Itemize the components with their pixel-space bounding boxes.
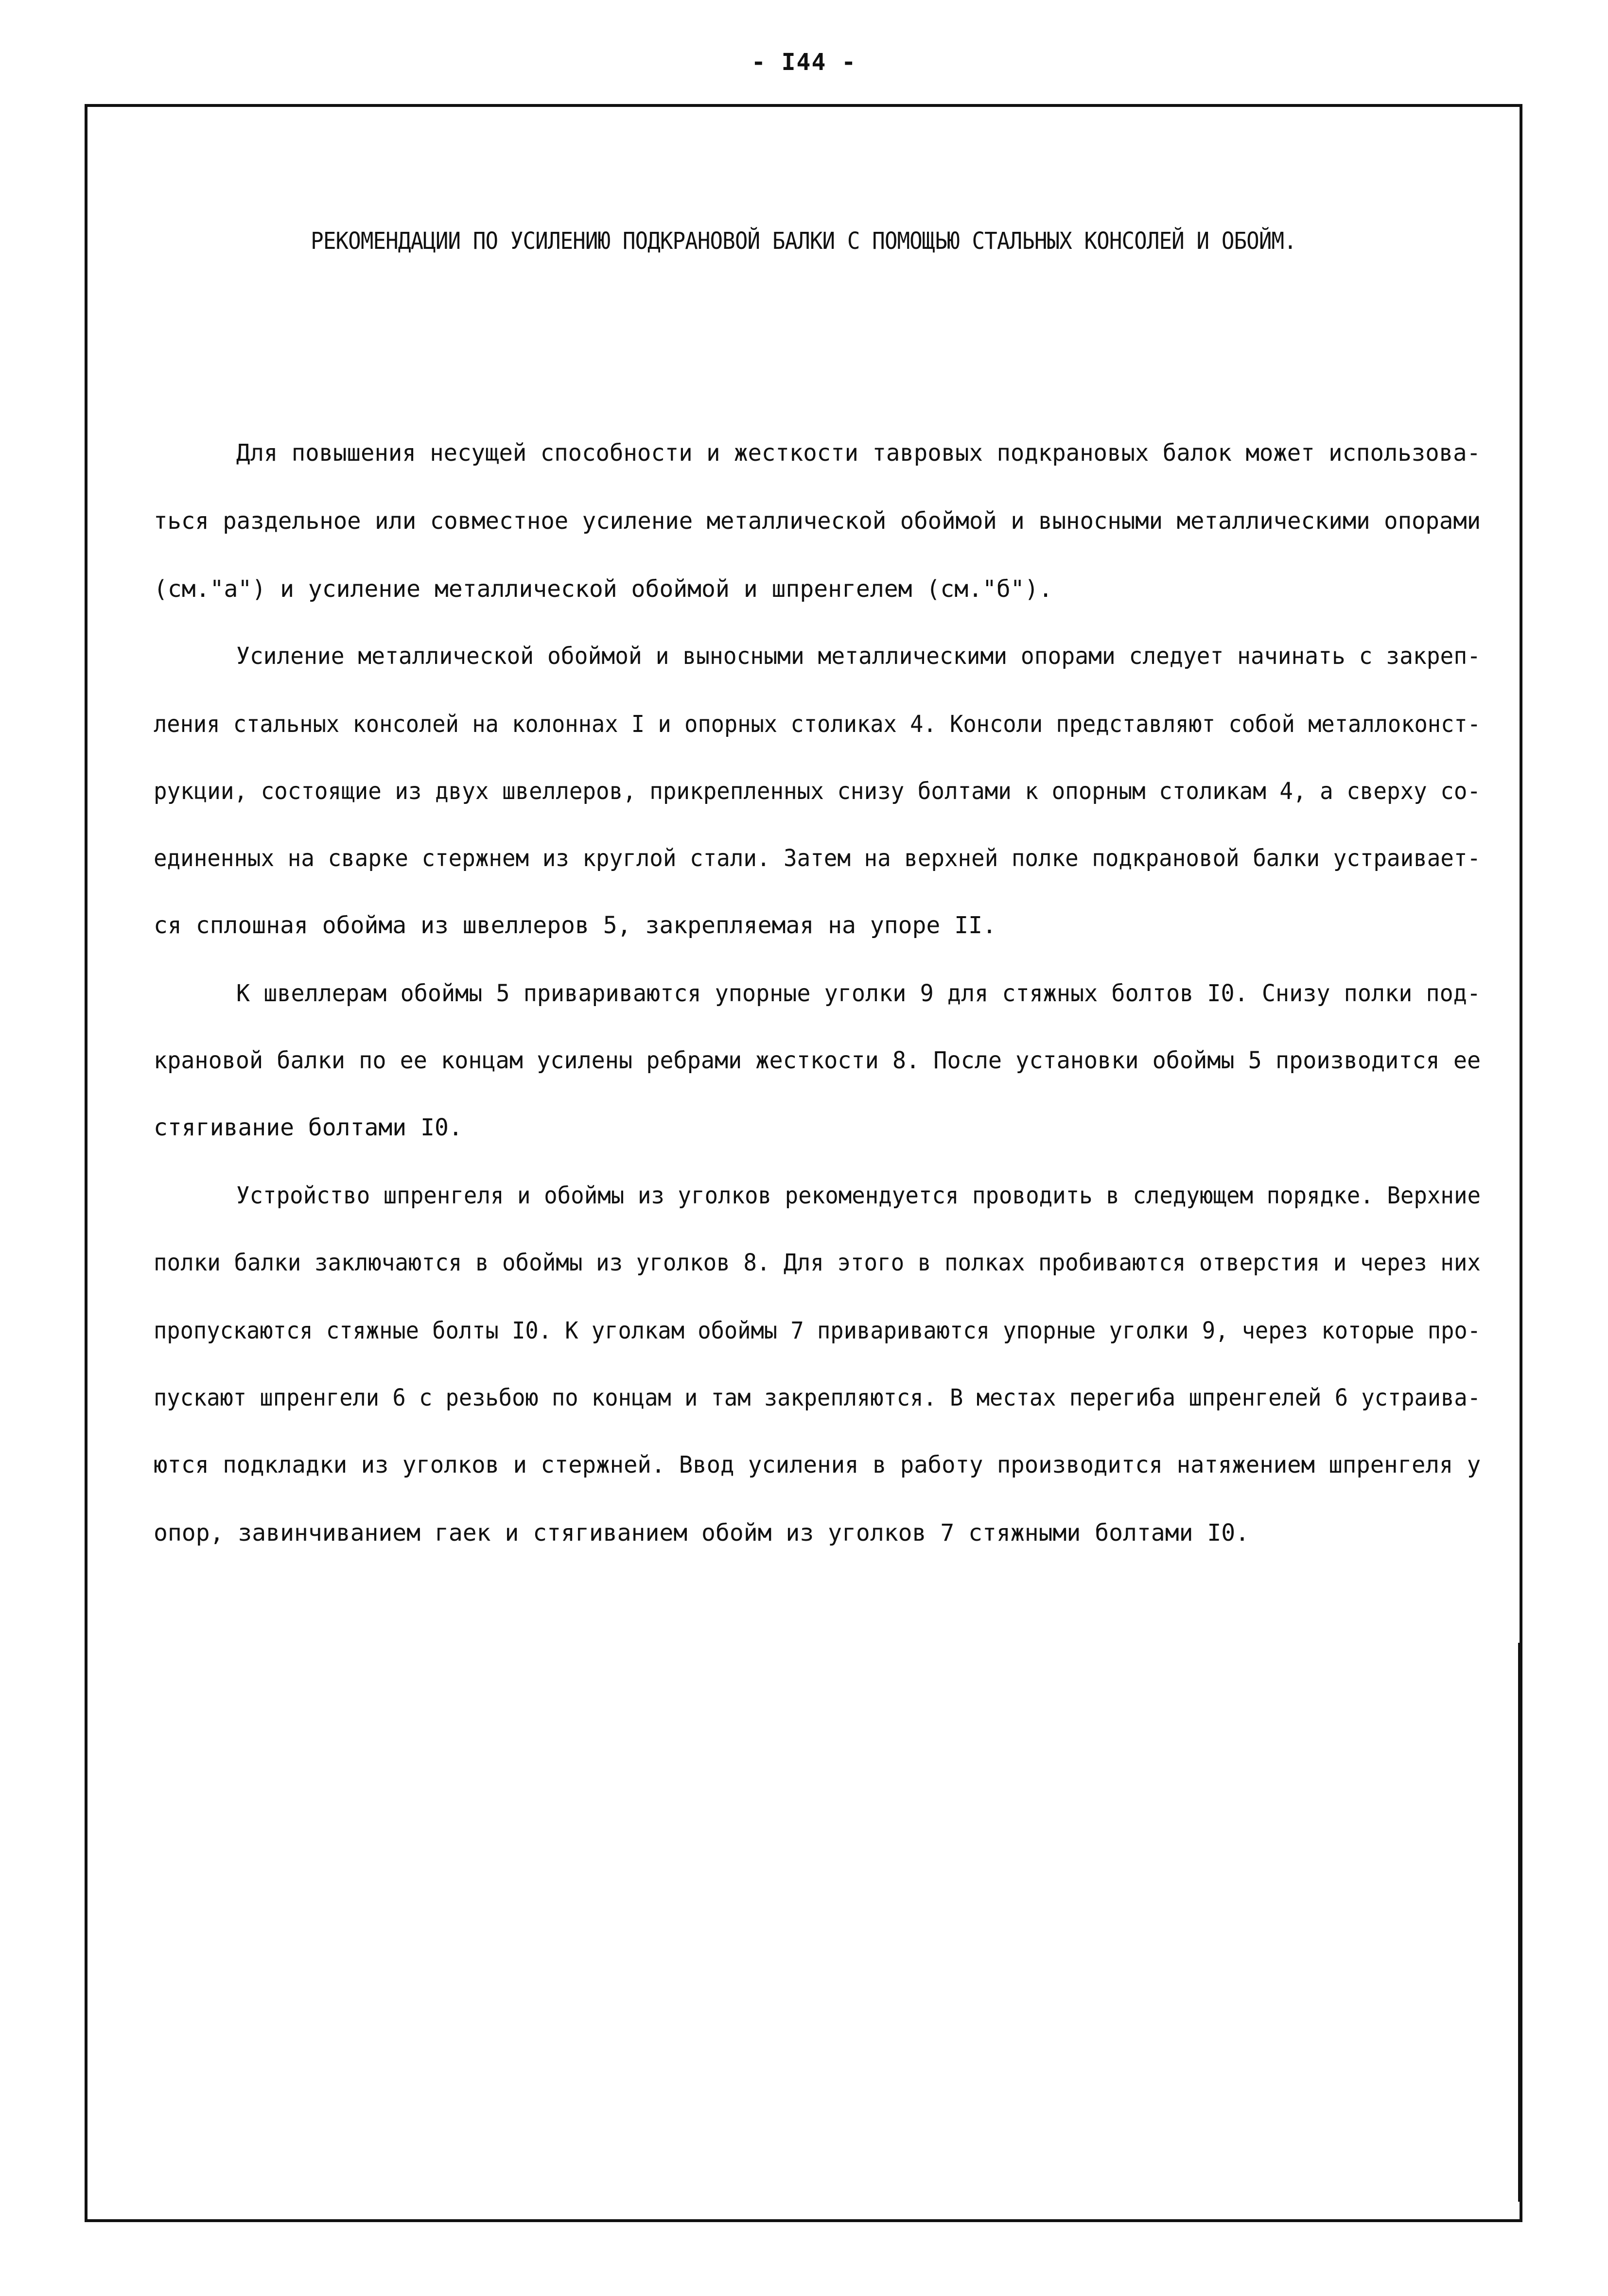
paragraph-3-line-3: стягивание болтами I0. <box>154 1114 463 1141</box>
paragraph-4-line-4: пускают шпренгели 6 с резьбою по концам и там закрепляются. В местах перегиба шпренгелей 6 устраива- <box>154 1384 1481 1411</box>
document-title: РЕКОМЕНДАЦИИ ПО УСИЛЕНИЮ ПОДКРАНОВОЙ БАЛКИ С ПОМОЩЬЮ СТАЛЬНЫХ КОНСОЛЕЙ И ОБОЙМ. <box>311 227 1296 255</box>
paragraph-4-line-2: полки балки заключаются в обоймы из уголков 8. Для этого в полках пробиваются отверстия и через них <box>154 1249 1481 1276</box>
paragraph-4-line-5: ются подкладки из уголков и стержней. Ввод усиления в работу производится натяжением шпренгеля у <box>154 1451 1481 1478</box>
paragraph-2-line-5: ся сплошная обойма из швеллеров 5, закрепляемая на упоре II. <box>154 912 996 939</box>
paragraph-1-line-3: (см."а") и усиление металлической обоймой и шпренгелем (см."б"). <box>154 575 1053 603</box>
paragraph-2-line-3: рукции, состоящие из двух швеллеров, прикрепленных снизу болтами к опорным столикам 4, а сверху со- <box>154 778 1481 805</box>
paragraph-1-line-2: ться раздельное или совместное усиление металлической обоймой и выносными металлическими опорами <box>154 507 1481 535</box>
paragraph-4-line-3: пропускаются стяжные болты I0. К уголкам обоймы 7 привариваются упорные уголки 9, через которые про- <box>154 1317 1481 1344</box>
paragraph-4-line-6: опор, завинчиванием гаек и стягиванием обойм из уголков 7 стяжными болтами I0. <box>154 1519 1250 1547</box>
paragraph-3-line-2: крановой балки по ее концам усилены ребрами жесткости 8. После установки обоймы 5 производится ее <box>154 1047 1481 1074</box>
paragraph-3-line-1: К швеллерам обоймы 5 привариваются упорные уголки 9 для стяжных болтов I0. Снизу полки под- <box>236 980 1481 1007</box>
page-frame <box>85 104 1522 2222</box>
paragraph-2-line-2: ления стальных консолей на колоннах I и опорных столиках 4. Консоли представляют собой металлоконст- <box>154 711 1481 738</box>
paragraph-2-line-1: Усиление металлической обоймой и выносными металлическими опорами следует начинать с закреп- <box>236 643 1481 670</box>
paragraph-2-line-4: единенных на сварке стержнем из круглой стали. Затем на верхней полке подкрановой балки устраивает- <box>154 845 1481 872</box>
paragraph-1-line-1: Для повышения несущей способности и жесткости тавровых подкрановых балок может использова- <box>236 439 1481 467</box>
paragraph-4-line-1: Устройство шпренгеля и обоймы из уголков рекомендуется проводить в следующем порядке. Верхние <box>236 1182 1481 1209</box>
page-number: - I44 - <box>751 49 857 76</box>
